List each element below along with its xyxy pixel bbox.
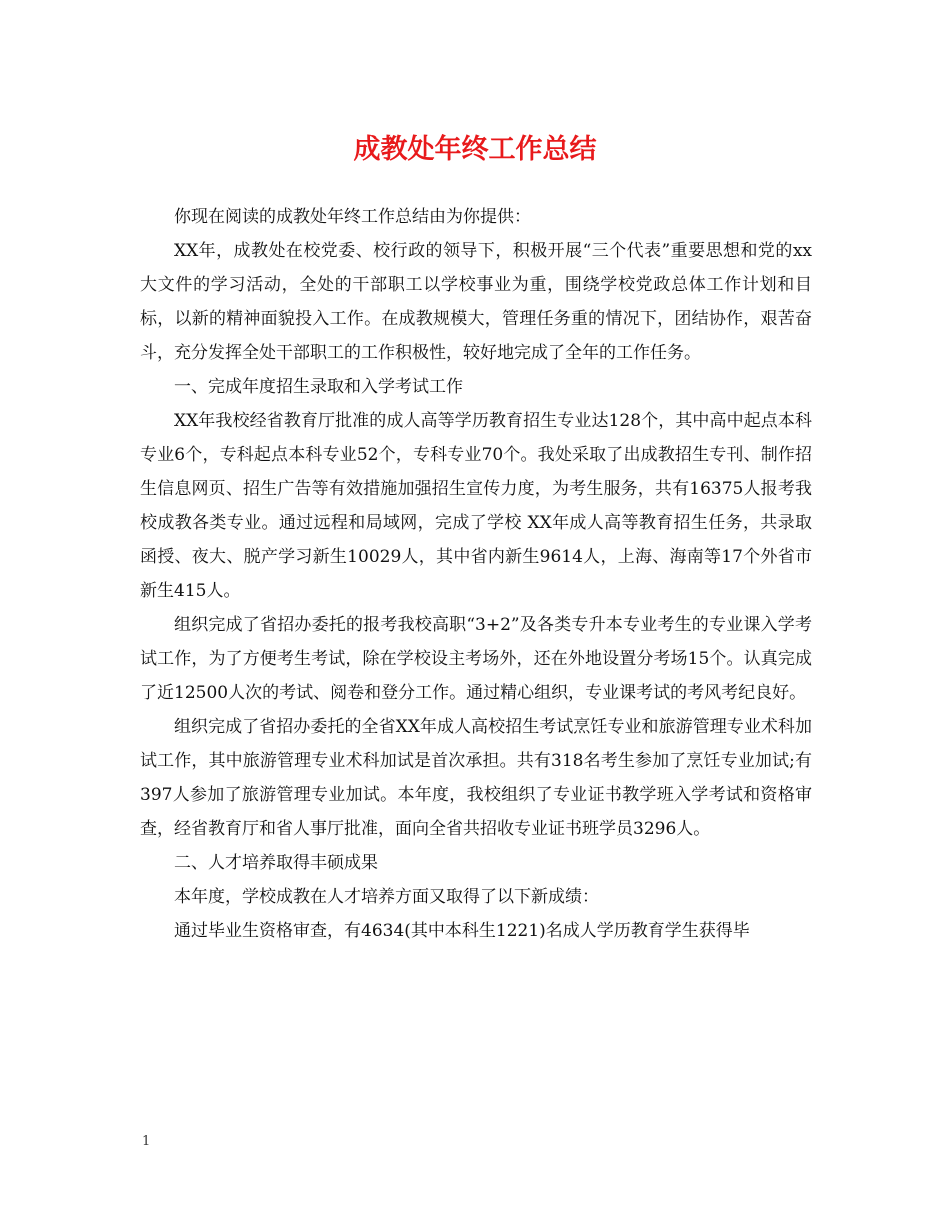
- paragraph: 本年度，学校成教在人才培养方面又取得了以下新成绩：: [174, 887, 599, 907]
- section-heading: 一、完成年度招生录取和入学考试工作: [174, 377, 463, 397]
- document-body: [140, 200, 812, 948]
- paragraph: 组织完成了省招办委托的全省XX年成人高校招生考试烹饪专业和旅游管理专业术科加试工作，其中旅游管理专业术科加试是首次承担。共有318名考生参加了烹饪专业加试;有397人参加了旅游管理专业加试。本年度，我校组织了专业证书教学班入学考试和资格审查，经省教育厅和省人事厅批准，面向全省共招收专业证书班学员3296人。: [140, 717, 812, 839]
- page-title: 成教处年终工作总结: [353, 134, 597, 165]
- paragraph: XX年我校经省教育厅批准的成人高等学历教育招生专业达128个，其中高中起点本科专业6个，专科起点本科专业52个，专科专业70个。我处采取了出成教招生专刊、制作招生信息网页、招生广告等有效措施加强招生宣传力度，为考生服务，共有16375人报考我校成教各类专业。通过远程和局域网，完成了学校 XX年成人高等教育招生任务，共录取函授、夜大、脱产学习新生10029人，其中省内新生9614人，上海、海南等17个外省市新生415人。: [140, 411, 812, 601]
- paragraph: XX年，成教处在校党委、校行政的领导下，积极开展“三个代表”重要思想和党的xx大文件的学习活动，全处的干部职工以学校事业为重，围绕学校党政总体工作计划和目标，以新的精神面貌投入工作。在成教规模大，管理任务重的情况下，团结协作，艰苦奋斗，充分发挥全处干部职工的工作积极性，较好地完成了全年的工作任务。: [140, 241, 812, 363]
- paragraph: 你现在阅读的成教处年终工作总结由为你提供：: [174, 207, 531, 227]
- paragraph: 通过毕业生资格审查，有4634(其中本科生1221)名成人学历教育学生获得毕: [174, 921, 750, 941]
- section-heading: 二、人才培养取得丰硕成果: [174, 853, 378, 873]
- page-number: 1: [142, 1134, 151, 1149]
- paragraph: 组织完成了省招办委托的报考我校高职“3+2”及各类专升本专业考生的专业课入学考试工作，为了方便考生考试，除在学校设主考场外，还在外地设置分考场15个。认真完成了近12500人次的考试、阅卷和登分工作。通过精心组织，专业课考试的考风考纪良好。: [140, 615, 812, 703]
